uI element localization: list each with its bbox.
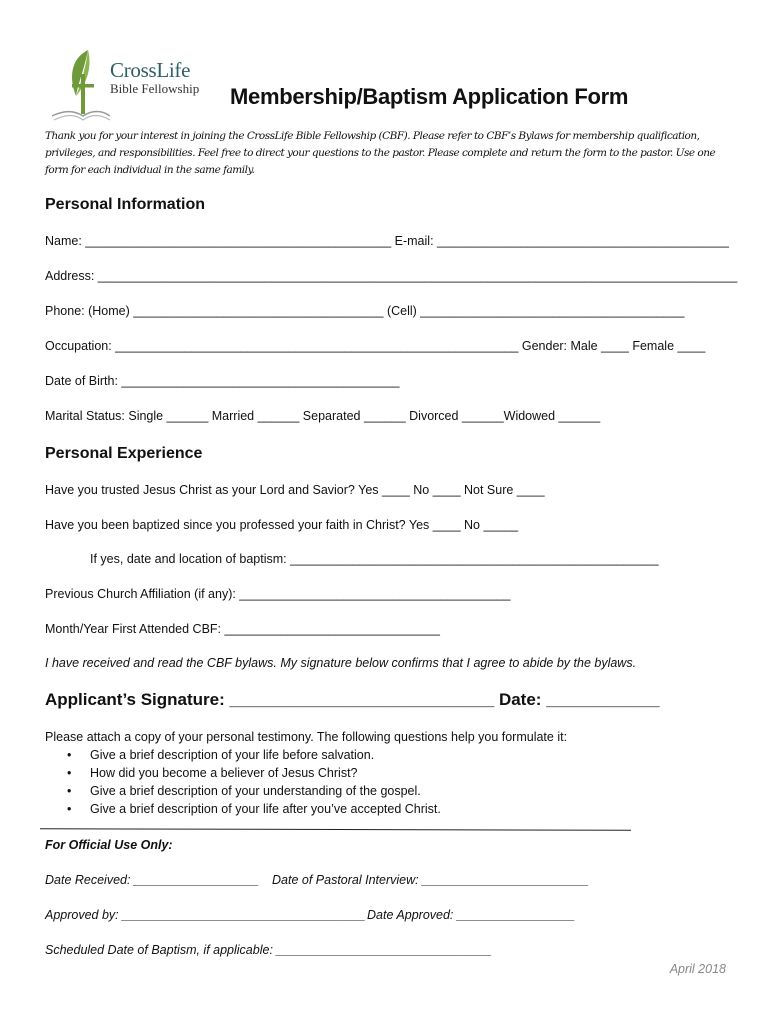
marital-status-field[interactable]: Marital Status: Single ______ Married ______ Separated ______ Divorced ______Widowed ______ [45,409,601,423]
dob-field[interactable]: Date of Birth: ________________________________________ [45,374,400,388]
list-item: • Give a brief description of your life after you’ve accepted Christ. [90,800,441,818]
cross-leaf-icon [48,46,110,124]
logo-name: CrossLife [110,58,191,82]
date-received-field[interactable]: Date Received: __________________ [45,873,260,887]
approved-by-field[interactable]: Approved by: ___________________________________ [45,908,366,922]
crosslife-logo [48,46,220,126]
signature-date-field[interactable]: Applicant’s Signature: ____________________________ Date: ____________ [45,690,660,709]
first-attended-field[interactable]: Month/Year First Attended CBF: _______________________________ [45,622,440,636]
list-item: • How did you become a believer of Jesus Christ? [90,764,441,782]
page-title: Membership/Baptism Application Form [230,84,629,109]
footer-date: April 2018 [669,962,726,976]
official-use-heading: For Official Use Only: [45,838,173,852]
section-personal-information: Personal Information [45,196,206,213]
testimony-instructions: Please attach a copy of your personal testimony. The following questions help you formulate it: [45,730,568,744]
divider [40,828,631,831]
trusted-christ-question[interactable]: Have you trusted Jesus Christ as your Lord and Savior? Yes ____ No ____ Not Sure ____ [45,483,545,497]
name-email-field[interactable]: Name: ____________________________________________ E-mail: __________________________________________ [45,234,729,248]
address-field[interactable]: Address: ____________________________________________________________________________________________ [45,269,738,283]
previous-church-field[interactable]: Previous Church Affiliation (if any): _______________________________________ [45,587,511,601]
baptism-location-field[interactable]: If yes, date and location of baptism: _____________________________________________________ [90,552,659,566]
bylaws-agreement: I have received and read the CBF bylaws. My signature below confirms that I agree to abide by the bylaws. [45,656,637,670]
section-personal-experience: Personal Experience [45,445,203,462]
intro-paragraph: Thank you for your interest in joining the CrossLife Bible Fellowship (CBF). Please refer to CBF’s Bylaws for membership qualification, privileges, and responsibilities. Feel free to direct your questions to the pastor. Please complete and return the form to the pastor. Use one form for each individual in the same family. [45,130,716,176]
baptized-question[interactable]: Have you been baptized since you professed your faith in Christ? Yes ____ No _____ [45,518,519,532]
date-approved-field[interactable]: Date Approved: _________________ [367,908,576,922]
list-item: • Give a brief description of your life before salvation. [90,746,441,764]
testimony-questions [45,746,441,818]
list-item: • Give a brief description of your understanding of the gospel. [90,782,441,800]
logo-subtitle: Bible Fellowship [110,81,200,96]
pastoral-interview-field[interactable]: Date of Pastoral Interview: ________________________ [272,873,589,887]
occupation-gender-field[interactable]: Occupation: __________________________________________________________ Gender: Male ____ Female ____ [45,339,706,353]
scheduled-baptism-field[interactable]: Scheduled Date of Baptism, if applicable: _______________________________ [45,943,492,957]
phone-field[interactable]: Phone: (Home) ____________________________________ (Cell) ______________________________________ [45,304,685,318]
